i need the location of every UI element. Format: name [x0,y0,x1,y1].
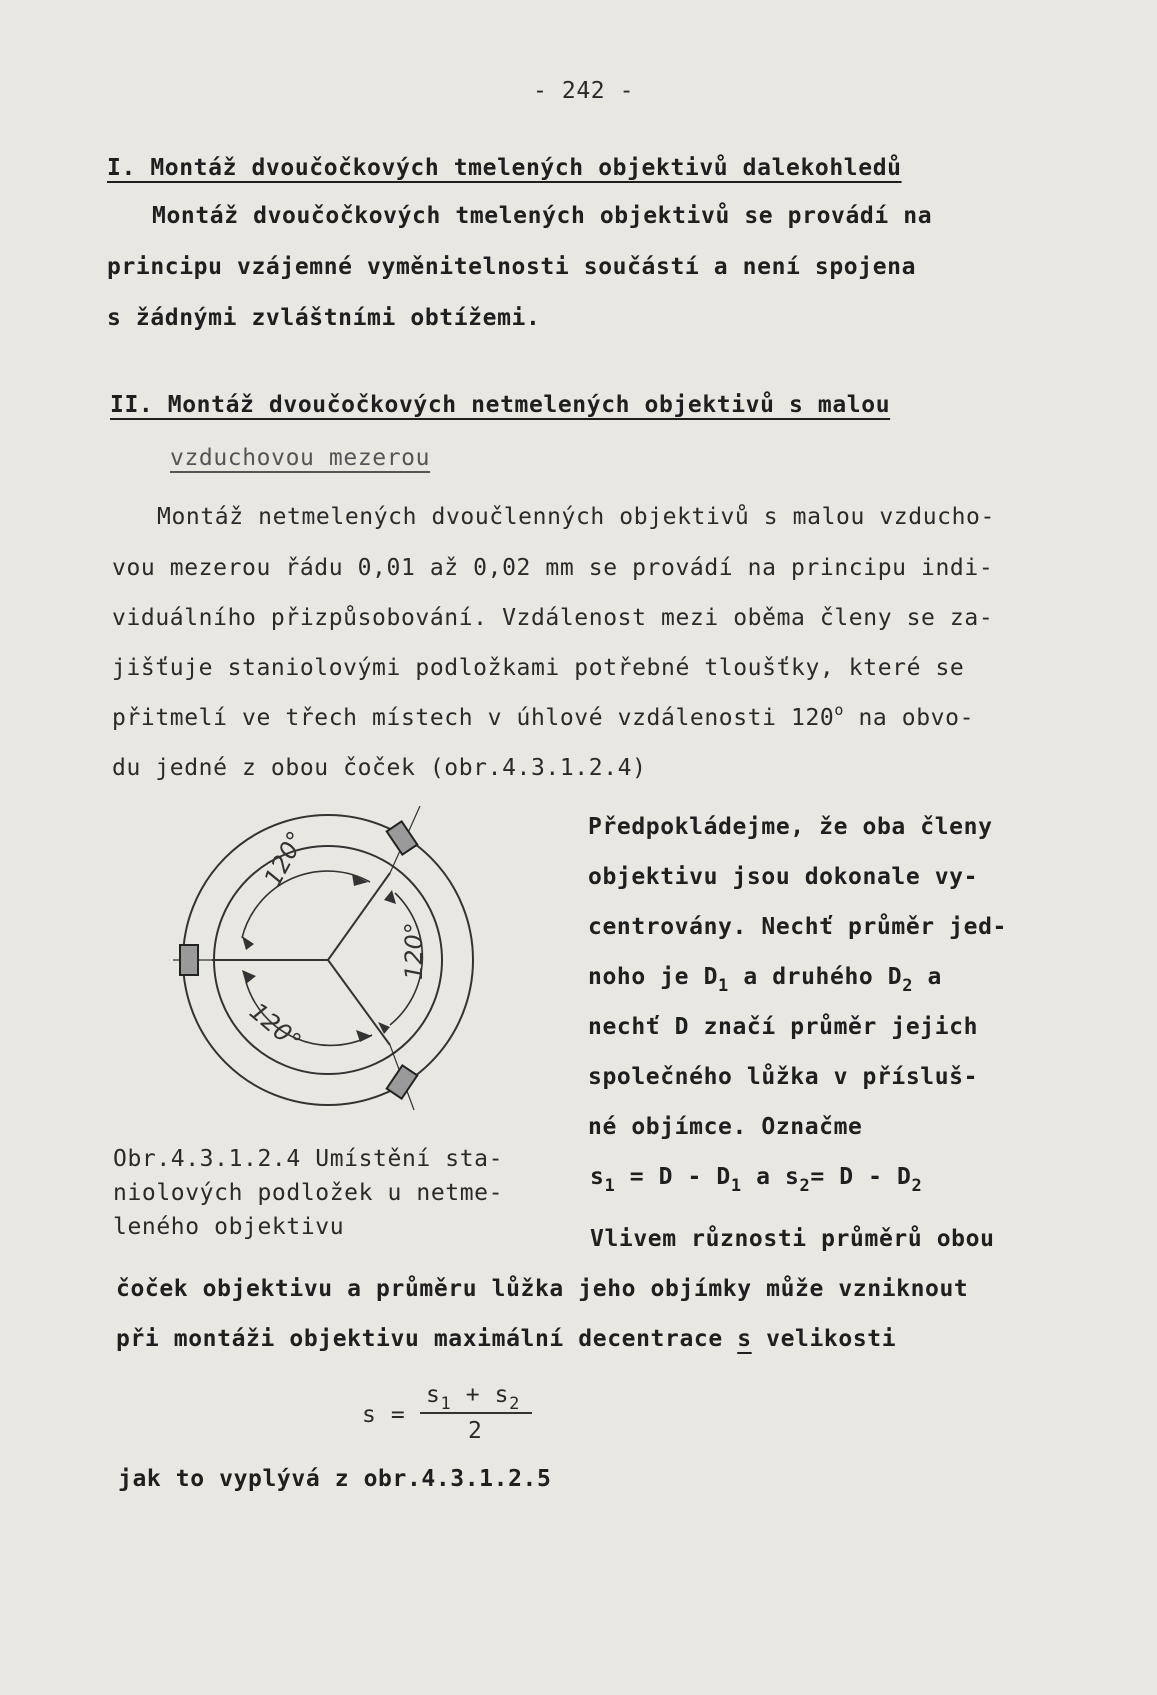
side-line-2: objektivu jsou dokonale vy- [588,864,979,890]
formula-num-a-sub: 1 [440,1394,452,1414]
arrowhead-6 [242,936,254,950]
side-line-4 [588,964,942,996]
formula-lhs: s = [362,1402,406,1428]
section-2-line-3: viduálního přizpůsobování. Vzdálenost mezi oběma členy se za- [112,605,994,631]
section-1-line-3: s žádnými zvláštními obtížemi. [107,305,541,331]
eq-mid2: = D - D [810,1164,912,1190]
eq-and: a s [741,1164,800,1190]
bottom-line-2-b: velikosti [751,1326,897,1352]
angle-label-bottom: 120° [244,997,307,1056]
eq-mid1-sub: 1 [730,1176,742,1196]
eq-s2-sub: 2 [799,1176,811,1196]
side-line-9: Vlivem různosti průměrů obou [590,1226,995,1252]
side-line-4-b: a druhého D [728,964,903,990]
arrowhead-2 [384,890,396,904]
section-2-line-1: Montáž netmelených dvoučlenných objektivů s malou vzducho- [157,504,995,530]
spoke-upper [328,873,390,960]
formula-numerator [426,1382,520,1414]
side-line-6: společného lůžka v přísluš- [588,1064,979,1090]
arrowhead-5 [242,970,256,984]
side-line-4-a: noho je D [588,964,719,990]
eq-s1-sub: 1 [604,1176,616,1196]
section-1-line-2: principu vzájemné vyměnitelnosti součástí a není spojena [107,254,917,280]
side-line-3: centrovány. Nechť průměr jed- [588,914,1007,940]
angle-label-right: 120° [400,922,428,980]
side-equation [590,1164,923,1196]
eq-mid2-sub: 2 [911,1176,923,1196]
side-line-4-sub2: 2 [902,976,914,996]
section-1-line-1: Montáž dvoučočkových tmelených objektivů se provádí na [152,203,933,229]
line-5-text: přitmelí ve třech místech v úhlové vzdálenosti 120 [112,705,835,731]
bottom-line-2 [116,1328,896,1351]
shim-left [180,945,198,975]
fraction-bar [420,1412,532,1414]
line-5-tail: na obvo- [844,705,975,731]
bottom-last-line: jak to vyplývá z obr.4.3.1.2.5 [118,1466,552,1492]
side-line-4-c: a [913,964,942,990]
degree-sup: o [834,701,844,719]
side-line-7: né objímce. Označme [588,1114,863,1140]
figure-caption-line-2: niolových podložek u netme- [113,1180,504,1206]
shim-upper [387,821,418,854]
section-1-heading: I. Montáž dvoučočkových tmelených objektivů dalekohledů [107,155,902,181]
angle-label-top: 120° [258,826,311,891]
side-line-4-sub1: 1 [718,976,729,996]
section-2-line-4: jišťuje staniolovými podložkami potřebné tloušťky, které se [112,655,965,681]
section-2-line-6: du jedné z obou čoček (obr.4.3.1.2.4) [112,755,647,781]
page-number: - 242 - [533,78,635,104]
figure-caption-line-1: Obr.4.3.1.2.4 Umístění sta- [113,1146,504,1172]
formula-num-a: s [426,1382,441,1408]
side-line-1: Předpokládejme, že oba členy [588,814,993,840]
bottom-line-1: čoček objektivu a průměru lůžka jeho objímky může vzniknout [116,1276,969,1302]
formula-num-plus: + s [451,1382,510,1408]
formula-denominator: 2 [468,1418,483,1444]
bottom-line-2-s: s [737,1326,752,1352]
shim-lower [387,1065,418,1098]
formula-num-b-sub: 2 [509,1394,520,1414]
eq-s1: s [590,1164,605,1190]
side-line-5: nechť D značí průměr jejich [588,1014,979,1040]
section-2-heading-line-1: II. Montáž dvoučočkových netmelených objektivů s malou [110,392,891,418]
eq-mid1: = D - D [615,1164,731,1190]
section-2-heading-line-2: vzduchovou mezerou [170,445,431,471]
section-2-line-2: vou mezerou řádu 0,01 až 0,02 mm se provádí na principu indi- [112,555,994,581]
bottom-line-2-a: při montáži objektivu maximální decentrace [116,1326,738,1352]
figure-caption-line-3: leného objektivu [113,1214,345,1240]
